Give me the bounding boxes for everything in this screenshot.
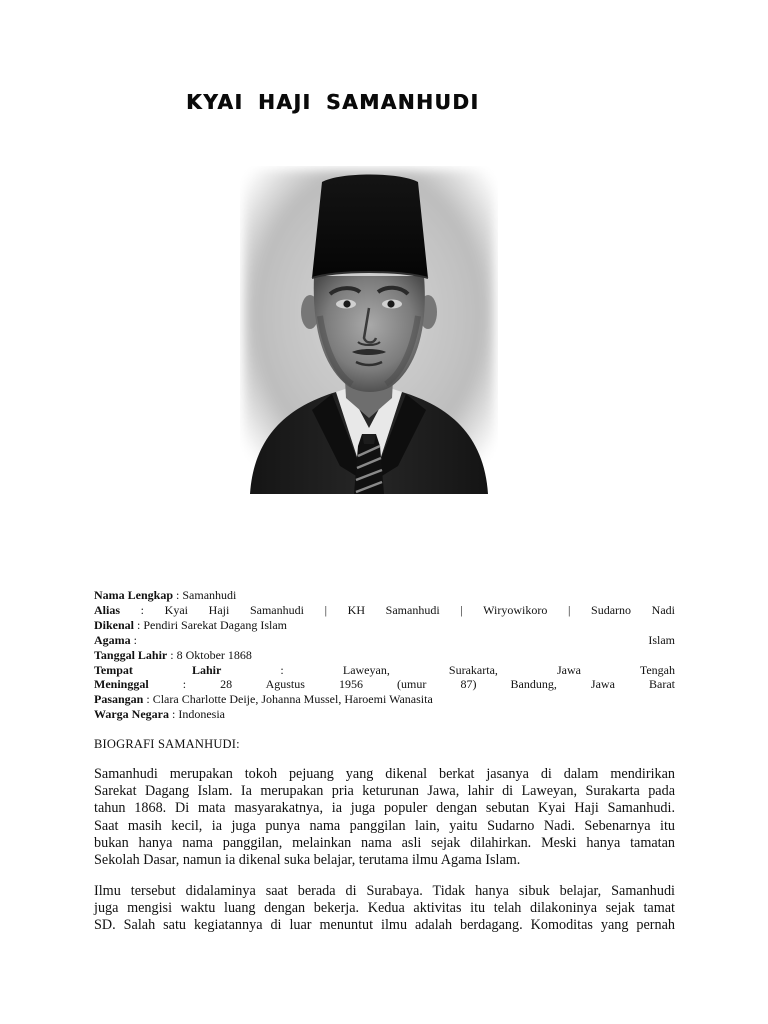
portrait-photo — [240, 166, 498, 494]
fact-label: Tanggal Lahir — [94, 647, 168, 662]
fact-value: Clara Charlotte Deije, Johanna Mussel, Haroemi Wanasita — [152, 692, 433, 707]
paragraph-line: Sarekat Dagang Islam. Ia merupakan pria keturunan Jawa, lahir di Laweyan, Surakarta pada — [94, 783, 675, 800]
fact-nama-lengkap: Nama Lengkap : Samanhudi — [94, 588, 237, 602]
document-title: KYAI HAJI SAMANHUDI — [186, 90, 480, 114]
fact-label: Nama Lengkap — [94, 588, 174, 602]
paragraph-1 — [94, 766, 675, 869]
fact-label: Agama — [94, 632, 131, 647]
biodata-block — [94, 588, 675, 722]
fact-label: Meninggal — [94, 677, 149, 692]
fact-value: Pendiri Sarekat Dagang Islam — [143, 617, 287, 632]
paragraph-line: Saat masih kecil, ia juga punya nama panggilan lain, yaitu Sudarno Nadi. Sebenarnya itu — [94, 817, 675, 834]
paragraph-line: tahun 1868. Di mata masyarakatnya, ia juga populer dengan sebutan Kyai Haji Samanhudi. — [94, 800, 675, 817]
fact-tempat-lahir: Tempat Lahir : Laweyan, Surakarta, Jawa Tengah — [94, 662, 676, 677]
fact-value: Laweyan, Surakarta, Jawa Tengah — [342, 662, 676, 677]
paragraph-line: Ilmu tersebut didalaminya saat berada di Surabaya. Tidak hanya sibuk belajar, Samanhudi — [94, 883, 675, 899]
fact-tanggal-lahir: Tanggal Lahir : 8 Oktober 1868 — [94, 647, 252, 662]
fact-value: Samanhudi — [182, 588, 237, 602]
paragraph-line: Sekolah Dasar, namun ia dikenal suka belajar, terutama ilmu Agama Islam. — [94, 852, 521, 869]
fact-label: Tempat Lahir — [94, 662, 222, 677]
paragraph-2 — [94, 883, 675, 935]
fact-value: Kyai Haji Samanhudi | KH Samanhudi | Wiryowikoro | Sudarno Nadi — [164, 602, 675, 617]
fact-value: 8 Oktober 1868 — [176, 647, 252, 662]
fact-label: Alias — [94, 602, 121, 617]
fact-value: 28 Agustus 1956 (umur 87) Bandung, Jawa Barat — [220, 677, 675, 692]
fact-agama: Agama : Islam — [94, 632, 675, 647]
fact-dikenal: Dikenal : Pendiri Sarekat Dagang Islam — [94, 617, 287, 632]
fact-warga-negara: Warga Negara : Indonesia — [94, 707, 225, 722]
section-heading: BIOGRAFI SAMANHUDI: — [94, 737, 240, 751]
fact-label: Pasangan — [94, 692, 144, 707]
fact-alias: Alias : Kyai Haji Samanhudi | KH Samanhudi | Wiryowikoro | Sudarno Nadi — [94, 602, 675, 617]
fact-value: Islam — [648, 632, 675, 647]
paragraph-line: Samanhudi merupakan tokoh pejuang yang dikenal berkat jasanya di dalam mendirikan — [94, 766, 675, 782]
paragraph-line: SD. Salah satu kegiatannya di luar menuntut ilmu adalah berdagang. Komoditas yang pernah — [94, 917, 675, 934]
fact-pasangan: Pasangan : Clara Charlotte Deije, Johanna Mussel, Haroemi Wanasita — [94, 692, 433, 707]
paragraph-line: bukan hanya nama panggilan, melainkan nama asli sejak dilahirkan. Meski hanya tamatan — [94, 834, 675, 851]
fact-label: Warga Negara — [94, 707, 169, 722]
fact-meninggal: Meninggal : 28 Agustus 1956 (umur 87) Bandung, Jawa Barat — [94, 677, 675, 692]
paragraph-line: juga mengisi waktu luang dengan bekerja. Kedua aktivitas itu telah dilakoninya sejak tamat — [94, 900, 675, 917]
fact-value: Indonesia — [178, 707, 225, 722]
fact-label: Dikenal — [94, 617, 135, 632]
